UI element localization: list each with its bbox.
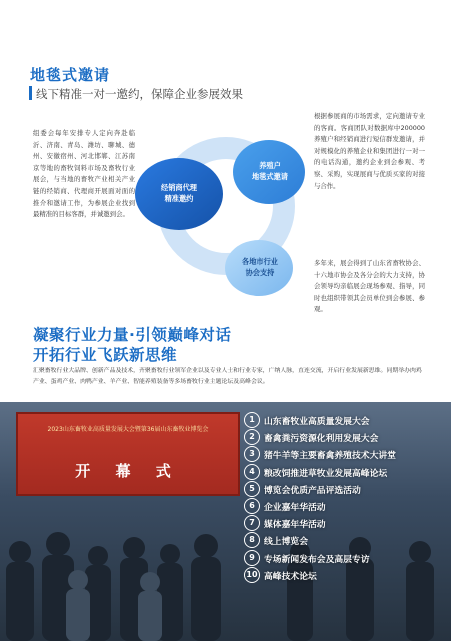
stage-banner-title: 开 幕 式	[75, 462, 181, 480]
event-label: 高峰技术论坛	[264, 571, 317, 582]
event-number-badge: 5	[244, 481, 260, 497]
stage-banner	[16, 412, 240, 496]
event-number-badge: 9	[244, 550, 260, 566]
event-item	[244, 429, 444, 445]
event-label: 企业嘉年华活动	[264, 503, 326, 513]
section2-title-line2: 开拓行业飞跃新思维	[33, 346, 178, 364]
event-number-badge: 10	[244, 567, 260, 583]
paragraph-association-support: 多年来，展会得到了山东省畜牧协会、十六地市协会及各分会的大力支持，协会领导均亲临展会现场参观、指导，同时也组织带领其会员单位到会参展、参观。	[314, 259, 425, 314]
event-item	[244, 532, 444, 548]
event-item	[244, 498, 444, 514]
event-item	[244, 446, 444, 462]
event-number-badge: 1	[244, 412, 260, 428]
section-subtitle-invitation: 线下精准一对一邀约，保障企业参展效果	[36, 87, 243, 101]
event-label: 山东畜牧业高质量发展大会	[264, 417, 370, 427]
event-number-badge: 6	[244, 498, 260, 514]
event-number-badge: 7	[244, 515, 260, 531]
event-label: 粮改饲推进草牧业发展高峰论坛	[264, 468, 388, 479]
diagram-label-association-line2: 协会支持	[245, 268, 275, 277]
diagram-label-association-line1: 各地市行业	[242, 257, 278, 266]
event-number-badge: 3	[244, 446, 260, 462]
event-label: 媒体嘉年华活动	[264, 520, 326, 531]
diagram-label-dealer-line1: 经销商代理	[161, 183, 197, 192]
diagram-label-dealer	[141, 182, 217, 204]
event-label: 畜禽粪污资源化利用发展大会	[264, 434, 379, 445]
event-label: 线上博览会	[264, 537, 308, 548]
invitation-diagram	[131, 110, 316, 300]
event-item	[244, 550, 444, 566]
event-number-badge: 8	[244, 532, 260, 548]
event-item	[244, 481, 444, 497]
stage-banner-subtitle: 2023山东畜牧业高质量发展大会暨第36届山东畜牧业博览会	[47, 426, 209, 433]
event-label: 专场新闻发布会及高层专访	[264, 554, 370, 565]
event-item	[244, 412, 444, 428]
event-number-badge: 2	[244, 429, 260, 445]
section-title-invitation: 地毯式邀请	[30, 66, 111, 84]
diagram-label-farmer-line2: 地毯式邀请	[252, 172, 288, 181]
event-item	[244, 464, 444, 480]
title-accent-bar	[29, 86, 32, 100]
diagram-label-association	[225, 256, 295, 278]
event-label: 博览会优质产品评选活动	[264, 485, 361, 496]
diagram-label-dealer-line2: 精准邀约	[164, 194, 194, 203]
event-item	[244, 515, 444, 531]
diagram-label-farmer-line1: 养殖户	[259, 161, 281, 170]
event-number-badge: 4	[244, 464, 260, 480]
section2-paragraph: 汇聚畜牧行业大品牌、创新产品及技术，齐聚畜牧行业领军企业以及专业人士和行业专家，广纳人脉，直连交流，开启行业发展新思维。同期举办肉鸡产业、蛋鸡产业、肉鸭产业、羊产业、智能养殖装备等多场畜牧行业主题论坛及高峰会议。	[33, 368, 422, 385]
diagram-label-farmer	[235, 160, 305, 182]
paragraph-dealer-invitation: 组委会每年安排专人定向奔赴临沂、济南、青岛、潍坊、聊城、德州、安徽宿州、河北邯郸、江苏南京等地的畜牧饲料市场及畜牧行业展会，与当地的畜牧产业相关产业链的经销商、代理商开展面对面的推介和邀请工作，为参展企业找到最精准的目标客群，并诚邀到会。	[33, 129, 135, 219]
section2-title-line1: 凝聚行业力量·引领巅峰对话	[33, 326, 232, 344]
event-label: 猪牛羊等主要畜禽养殖技术大讲堂	[264, 451, 396, 462]
event-item	[244, 567, 444, 583]
paragraph-farmer-invitation: 根据参展商的市场需求，定向邀请专业的客商。客商团队对数据库中200000养殖户和经销商进行短信群发邀请，并对规模化的养殖企业和集团进行一对一的电话沟通，邀约企业到会参观、考察、采购，实现展商与优质买家的对接与合作。	[314, 112, 425, 190]
